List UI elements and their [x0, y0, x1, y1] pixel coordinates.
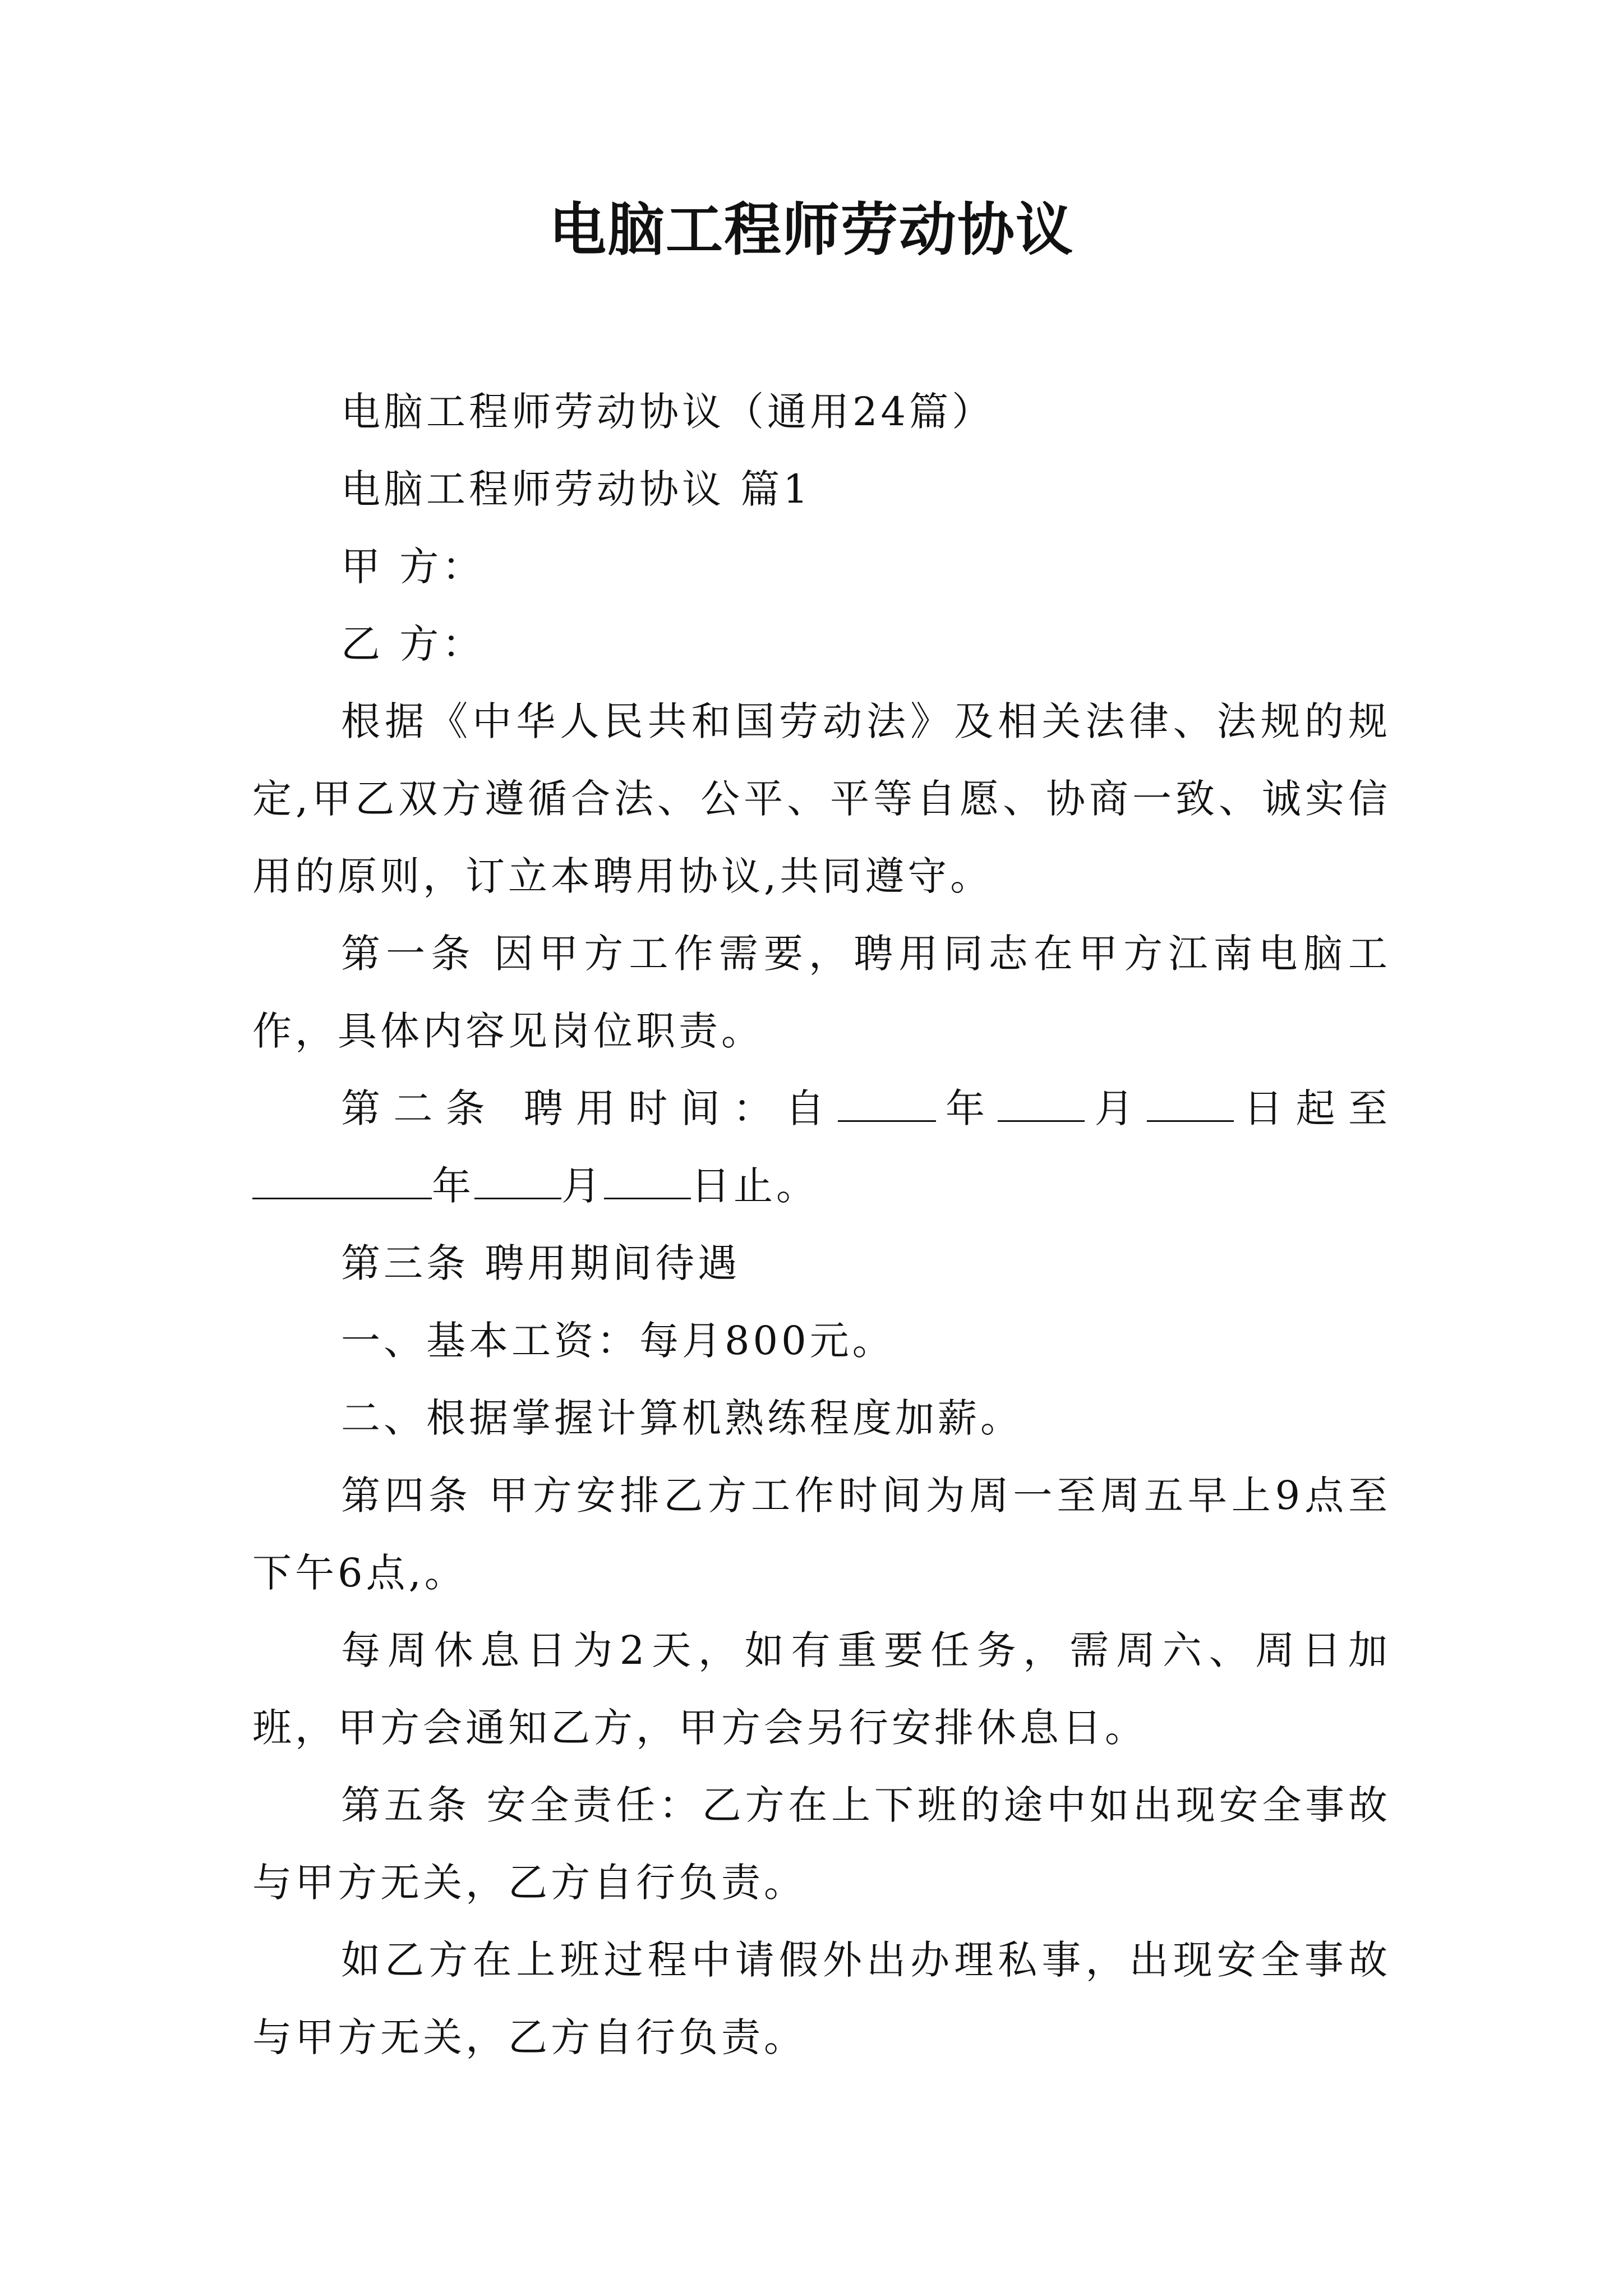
paragraph-salary-raise: 二、根据掌握计算机熟练程度加薪。 — [341, 1395, 1023, 1441]
label-year-end: 年 — [432, 1163, 474, 1209]
blank-year-end — [252, 1158, 432, 1199]
blank-day-end — [604, 1158, 691, 1199]
label-month-start: 月 — [1085, 1085, 1147, 1131]
paragraph-party-a: 甲 方： — [341, 544, 485, 590]
blank-year-start — [838, 1081, 936, 1122]
blank-day-start — [1147, 1081, 1234, 1122]
paragraph-article-3: 第三条 聘用期间待遇 — [341, 1240, 741, 1286]
paragraph-collection-title: 电脑工程师劳动协议（通用24篇） — [341, 389, 995, 435]
blank-month-start — [998, 1081, 1085, 1122]
article-2-prefix: 第二条 聘用时间：自 — [341, 1085, 838, 1131]
paragraph-leave-safety: 如乙方在上班过程中请假外出办理私事，出现安全事故与甲方无关，乙方自行负责。 — [252, 1937, 1391, 2060]
paragraph-article-1: 第一条 因甲方工作需要，聘用同志在甲方江南电脑工作，具体内容见岗位职责。 — [252, 931, 1391, 1054]
label-day-start: 日起至 — [1234, 1085, 1391, 1131]
label-year-start: 年 — [935, 1085, 998, 1131]
paragraph-article-5: 第五条 安全责任：乙方在上下班的途中如出现安全事故与甲方无关，乙方自行负责。 — [252, 1782, 1391, 1906]
blank-month-end — [474, 1158, 561, 1199]
paragraph-rest-days: 每周休息日为2天，如有重要任务，需周六、周日加班，甲方会通知乙方，甲方会另行安排休息日。 — [252, 1627, 1391, 1751]
paragraph-article-heading: 电脑工程师劳动协议 篇1 — [341, 466, 811, 512]
label-day-end: 日止。 — [691, 1163, 819, 1209]
paragraph-preamble: 根据《中华人民共和国劳动法》及相关法律、法规的规定,甲乙双方遵循合法、公平、平等自愿、协商一致、诚实信用的原则，订立本聘用协议,共同遵守。 — [252, 698, 1391, 899]
paragraph-party-b: 乙 方： — [341, 621, 485, 667]
document-title: 电脑工程师劳动协议 — [549, 196, 1074, 264]
paragraph-article-2 — [252, 1070, 1391, 1225]
paragraph-article-4: 第四条 甲方安排乙方工作时间为周一至周五早上9点至下午6点,。 — [252, 1473, 1391, 1596]
document-body — [252, 373, 1391, 2076]
label-month-end: 月 — [561, 1163, 604, 1209]
paragraph-base-salary: 一、基本工资：每月800元。 — [341, 1318, 895, 1364]
